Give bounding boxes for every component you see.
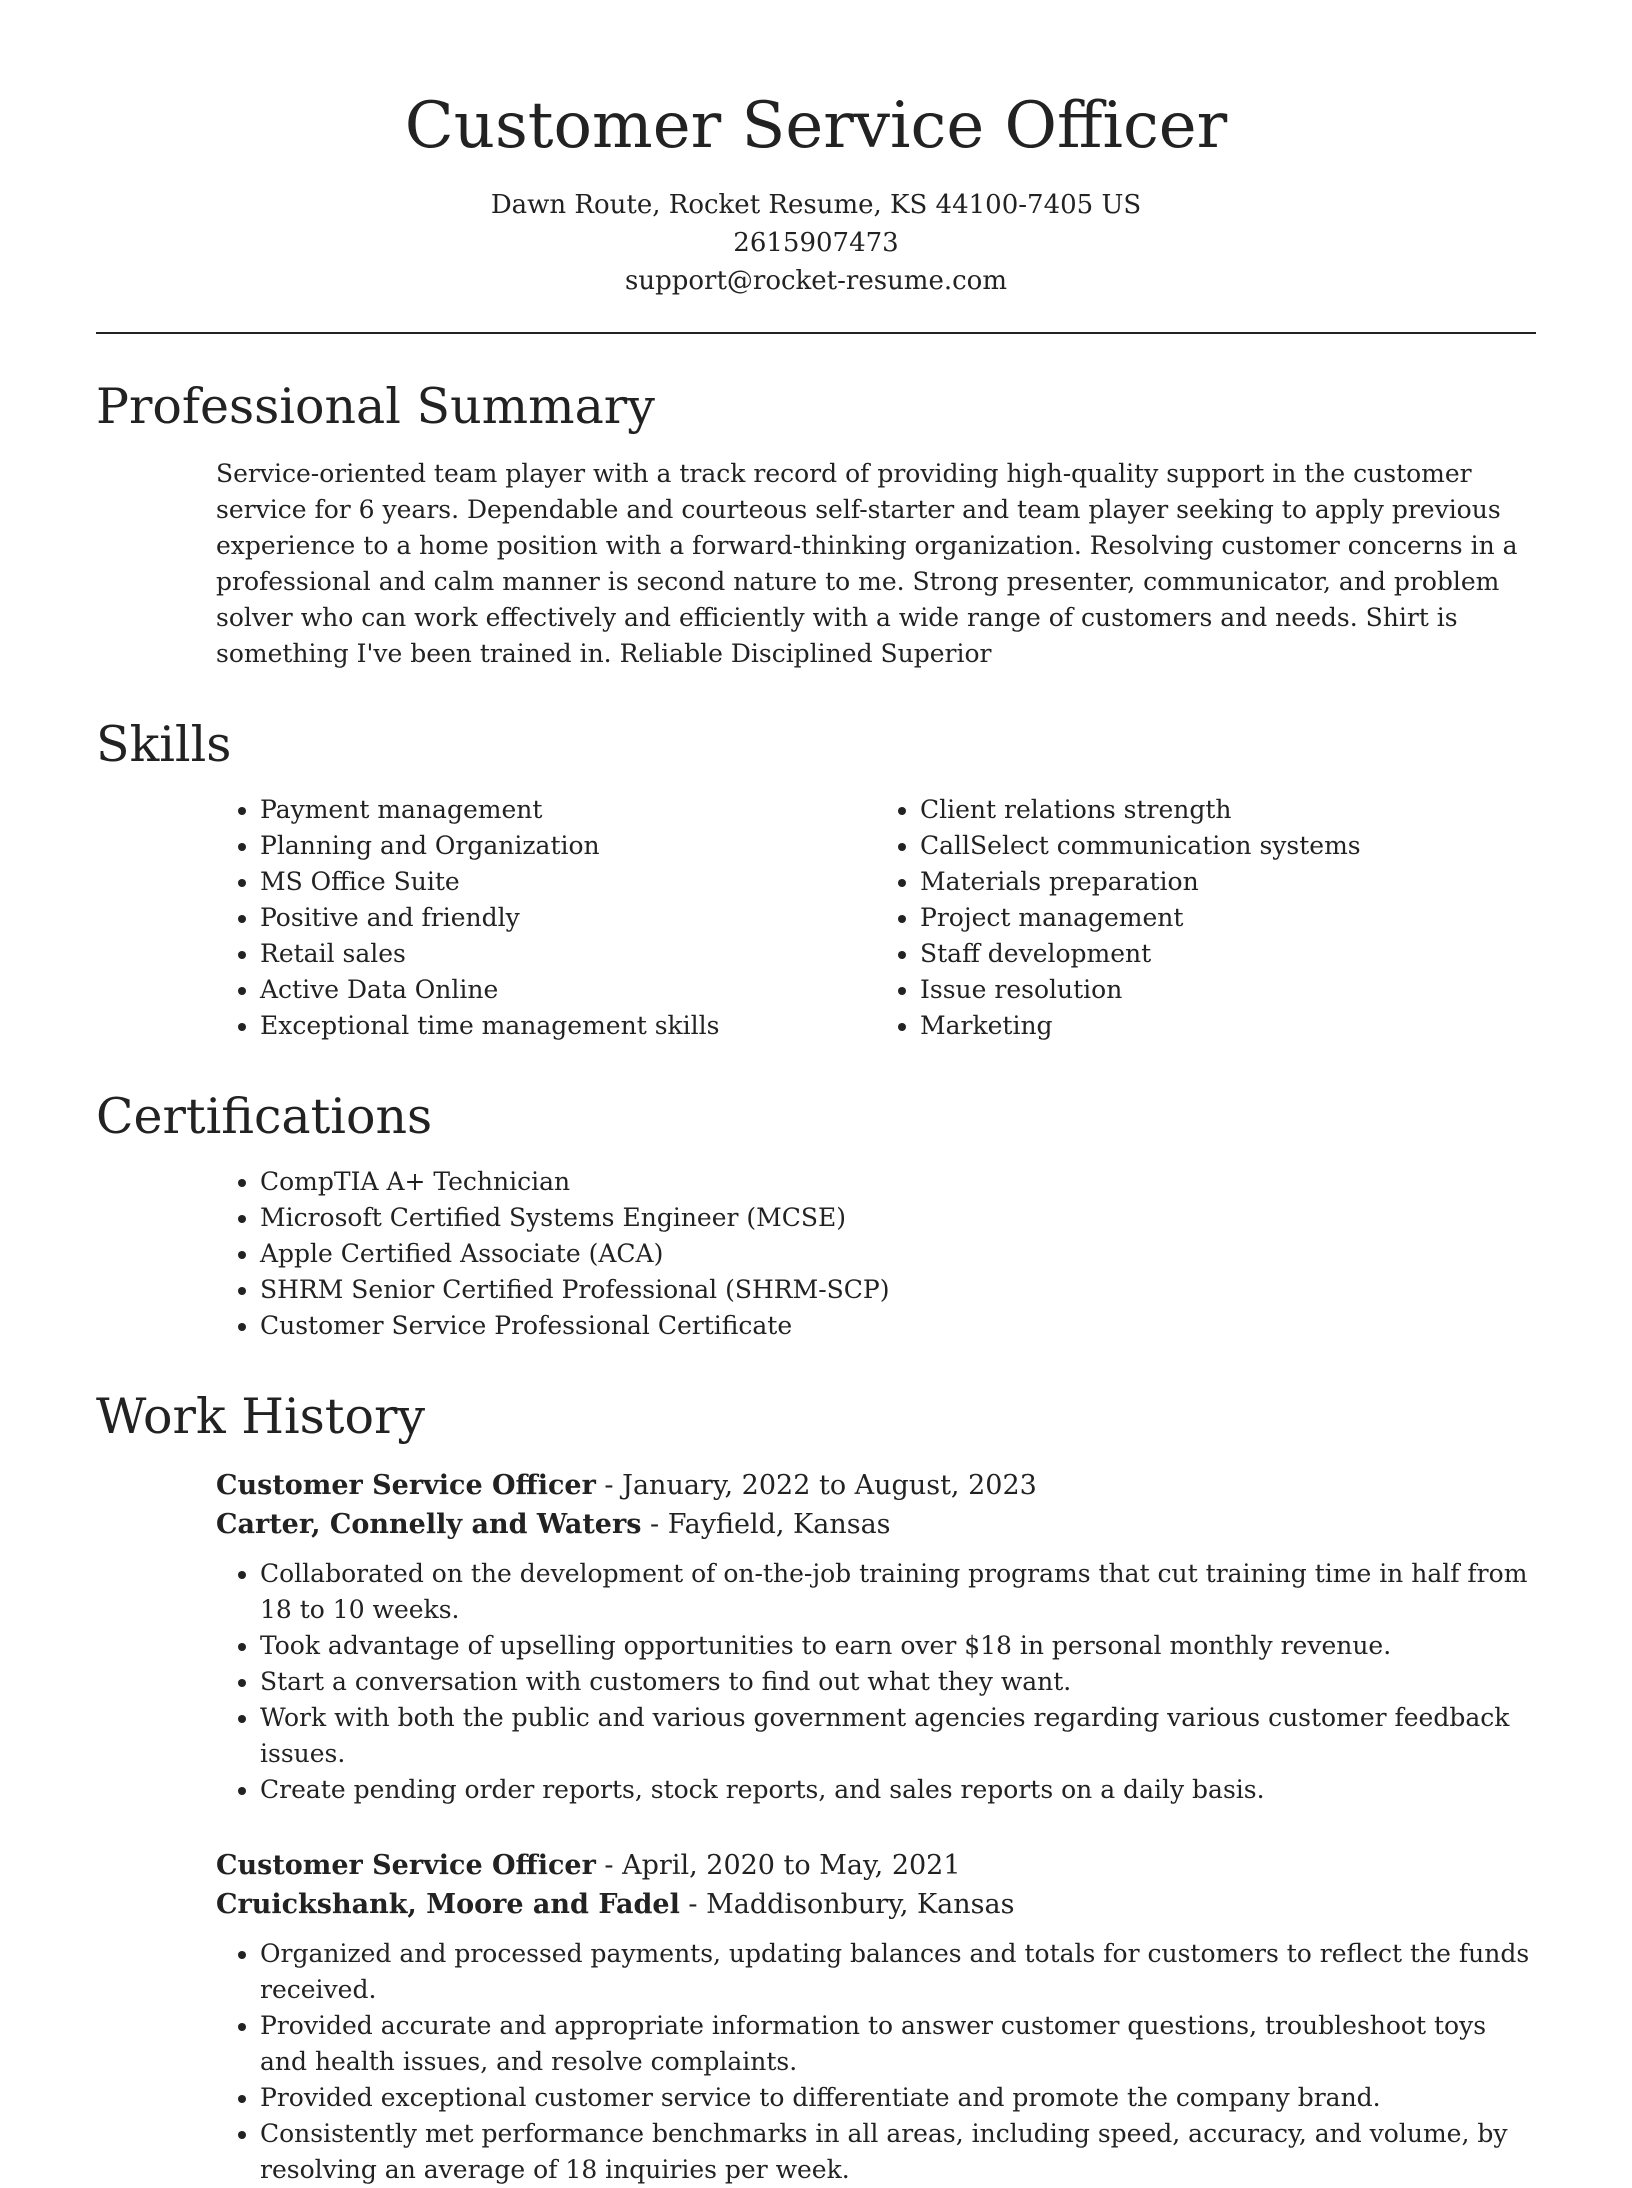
- summary-section: [96, 376, 1536, 672]
- job-company-line: [216, 1885, 1536, 1924]
- work-history-section: [96, 1386, 1536, 2188]
- certification-item: • SHRM Senior Certified Professional (SHRM-SCP): [260, 1272, 1536, 1308]
- skill-item: • Retail sales: [260, 936, 876, 972]
- skills-grid: [96, 776, 1536, 1044]
- job-bullet: • Start a conversation with customers to find out what they want.: [260, 1664, 1536, 1700]
- skill-item: • Payment management: [260, 792, 876, 828]
- skills-list-right: [876, 792, 1536, 1044]
- certifications-section: [96, 1086, 1536, 1344]
- certification-item: • Customer Service Professional Certificate: [260, 1308, 1536, 1344]
- job-company: Cruickshank, Moore and Fadel: [216, 1889, 680, 1920]
- job-dates: April, 2020 to May, 2021: [622, 1850, 961, 1881]
- skill-item: • Marketing: [920, 1008, 1536, 1044]
- certification-item: • Microsoft Certified Systems Engineer (MCSE): [260, 1200, 1536, 1236]
- job-bullets: [216, 1936, 1536, 2188]
- job-company-line: [216, 1505, 1536, 1544]
- skill-item: • Positive and friendly: [260, 900, 876, 936]
- job-entry: [216, 1466, 1536, 1808]
- summary-heading: Professional Summary: [96, 378, 655, 435]
- job-role: Customer Service Officer: [216, 1850, 596, 1881]
- skill-item: • Client relations strength: [920, 792, 1536, 828]
- skills-heading: Skills: [96, 716, 232, 773]
- certification-item: • Apple Certified Associate (ACA): [260, 1236, 1536, 1272]
- certifications-list: [216, 1164, 1536, 1344]
- skill-item: • CallSelect communication systems: [920, 828, 1536, 864]
- work-history-heading: Work History: [96, 1388, 426, 1445]
- skill-item: • Active Data Online: [260, 972, 876, 1008]
- skill-item: • Exceptional time management skills: [260, 1008, 876, 1044]
- contact-block: [96, 186, 1536, 300]
- job-bullet: • Provided exceptional customer service to differentiate and promote the company brand.: [260, 2080, 1536, 2116]
- job-title-line: [216, 1466, 1536, 1505]
- certifications-heading: Certifications: [96, 1088, 433, 1145]
- job-dates: January, 2022 to August, 2023: [622, 1470, 1037, 1501]
- certifications-body: [96, 1164, 1536, 1344]
- summary-text: Service-oriented team player with a track record of providing high-quality support in the customer service for 6 years. Dependable and courteous self-starter and team player seeking to apply previous experience to a home position with a forward-thinking organization. Resolving customer concerns in a professional and calm manner is second nature to me. Strong presenter, communicator, and problem solver who can work effectively and efficiently with a wide range of customers and needs. Shirt is something I've been trained in. Reliable Disciplined Superior: [216, 459, 1518, 668]
- job-location: Maddisonbury, Kansas: [706, 1889, 1015, 1920]
- job-separator: -: [604, 1470, 623, 1501]
- skill-item: • MS Office Suite: [260, 864, 876, 900]
- job-separator: -: [688, 1889, 707, 1920]
- job-location: Fayfield, Kansas: [667, 1509, 891, 1540]
- resume-header: [96, 0, 1536, 300]
- job-bullet: • Work with both the public and various government agencies regarding various customer feedback issues.: [260, 1700, 1536, 1772]
- job-bullet: • Took advantage of upselling opportunities to earn over $18 in personal monthly revenue.: [260, 1628, 1536, 1664]
- header-divider: [96, 332, 1536, 334]
- skill-item: • Materials preparation: [920, 864, 1536, 900]
- job-bullet: • Collaborated on the development of on-the-job training programs that cut training time in half from 18 to 10 weeks.: [260, 1556, 1536, 1628]
- job-bullet: • Provided accurate and appropriate information to answer customer questions, troubleshoot toys and health issues, and resolve complaints.: [260, 2008, 1536, 2080]
- summary-body: [96, 456, 1536, 672]
- job-bullets: [216, 1556, 1536, 1808]
- job-bullet: • Create pending order reports, stock reports, and sales reports on a daily basis.: [260, 1772, 1536, 1808]
- skill-item: • Staff development: [920, 936, 1536, 972]
- skill-item: • Planning and Organization: [260, 828, 876, 864]
- skills-list-left: [216, 792, 876, 1044]
- candidate-title: Customer Service Officer: [404, 89, 1228, 163]
- certification-item: • CompTIA A+ Technician: [260, 1164, 1536, 1200]
- skills-section: [96, 714, 1536, 1044]
- skill-item: • Project management: [920, 900, 1536, 936]
- contact-phone: 2615907473: [733, 228, 899, 258]
- job-bullet: • Organized and processed payments, updating balances and totals for customers to reflect the funds received.: [260, 1936, 1536, 2008]
- job-company: Carter, Connelly and Waters: [216, 1509, 642, 1540]
- contact-address: Dawn Route, Rocket Resume, KS 44100-7405 US: [490, 190, 1142, 220]
- job-separator: -: [604, 1850, 623, 1881]
- contact-email: support@rocket-resume.com: [624, 266, 1007, 296]
- skill-item: • Issue resolution: [920, 972, 1536, 1008]
- job-role: Customer Service Officer: [216, 1470, 596, 1501]
- job-entry: [216, 1846, 1536, 2188]
- job-separator: -: [650, 1509, 668, 1540]
- job-title-line: [216, 1846, 1536, 1885]
- work-history-body: [96, 1466, 1536, 2188]
- job-bullet: • Consistently met performance benchmarks in all areas, including speed, accuracy, and volume, by resolving an average of 18 inquiries per week.: [260, 2116, 1536, 2188]
